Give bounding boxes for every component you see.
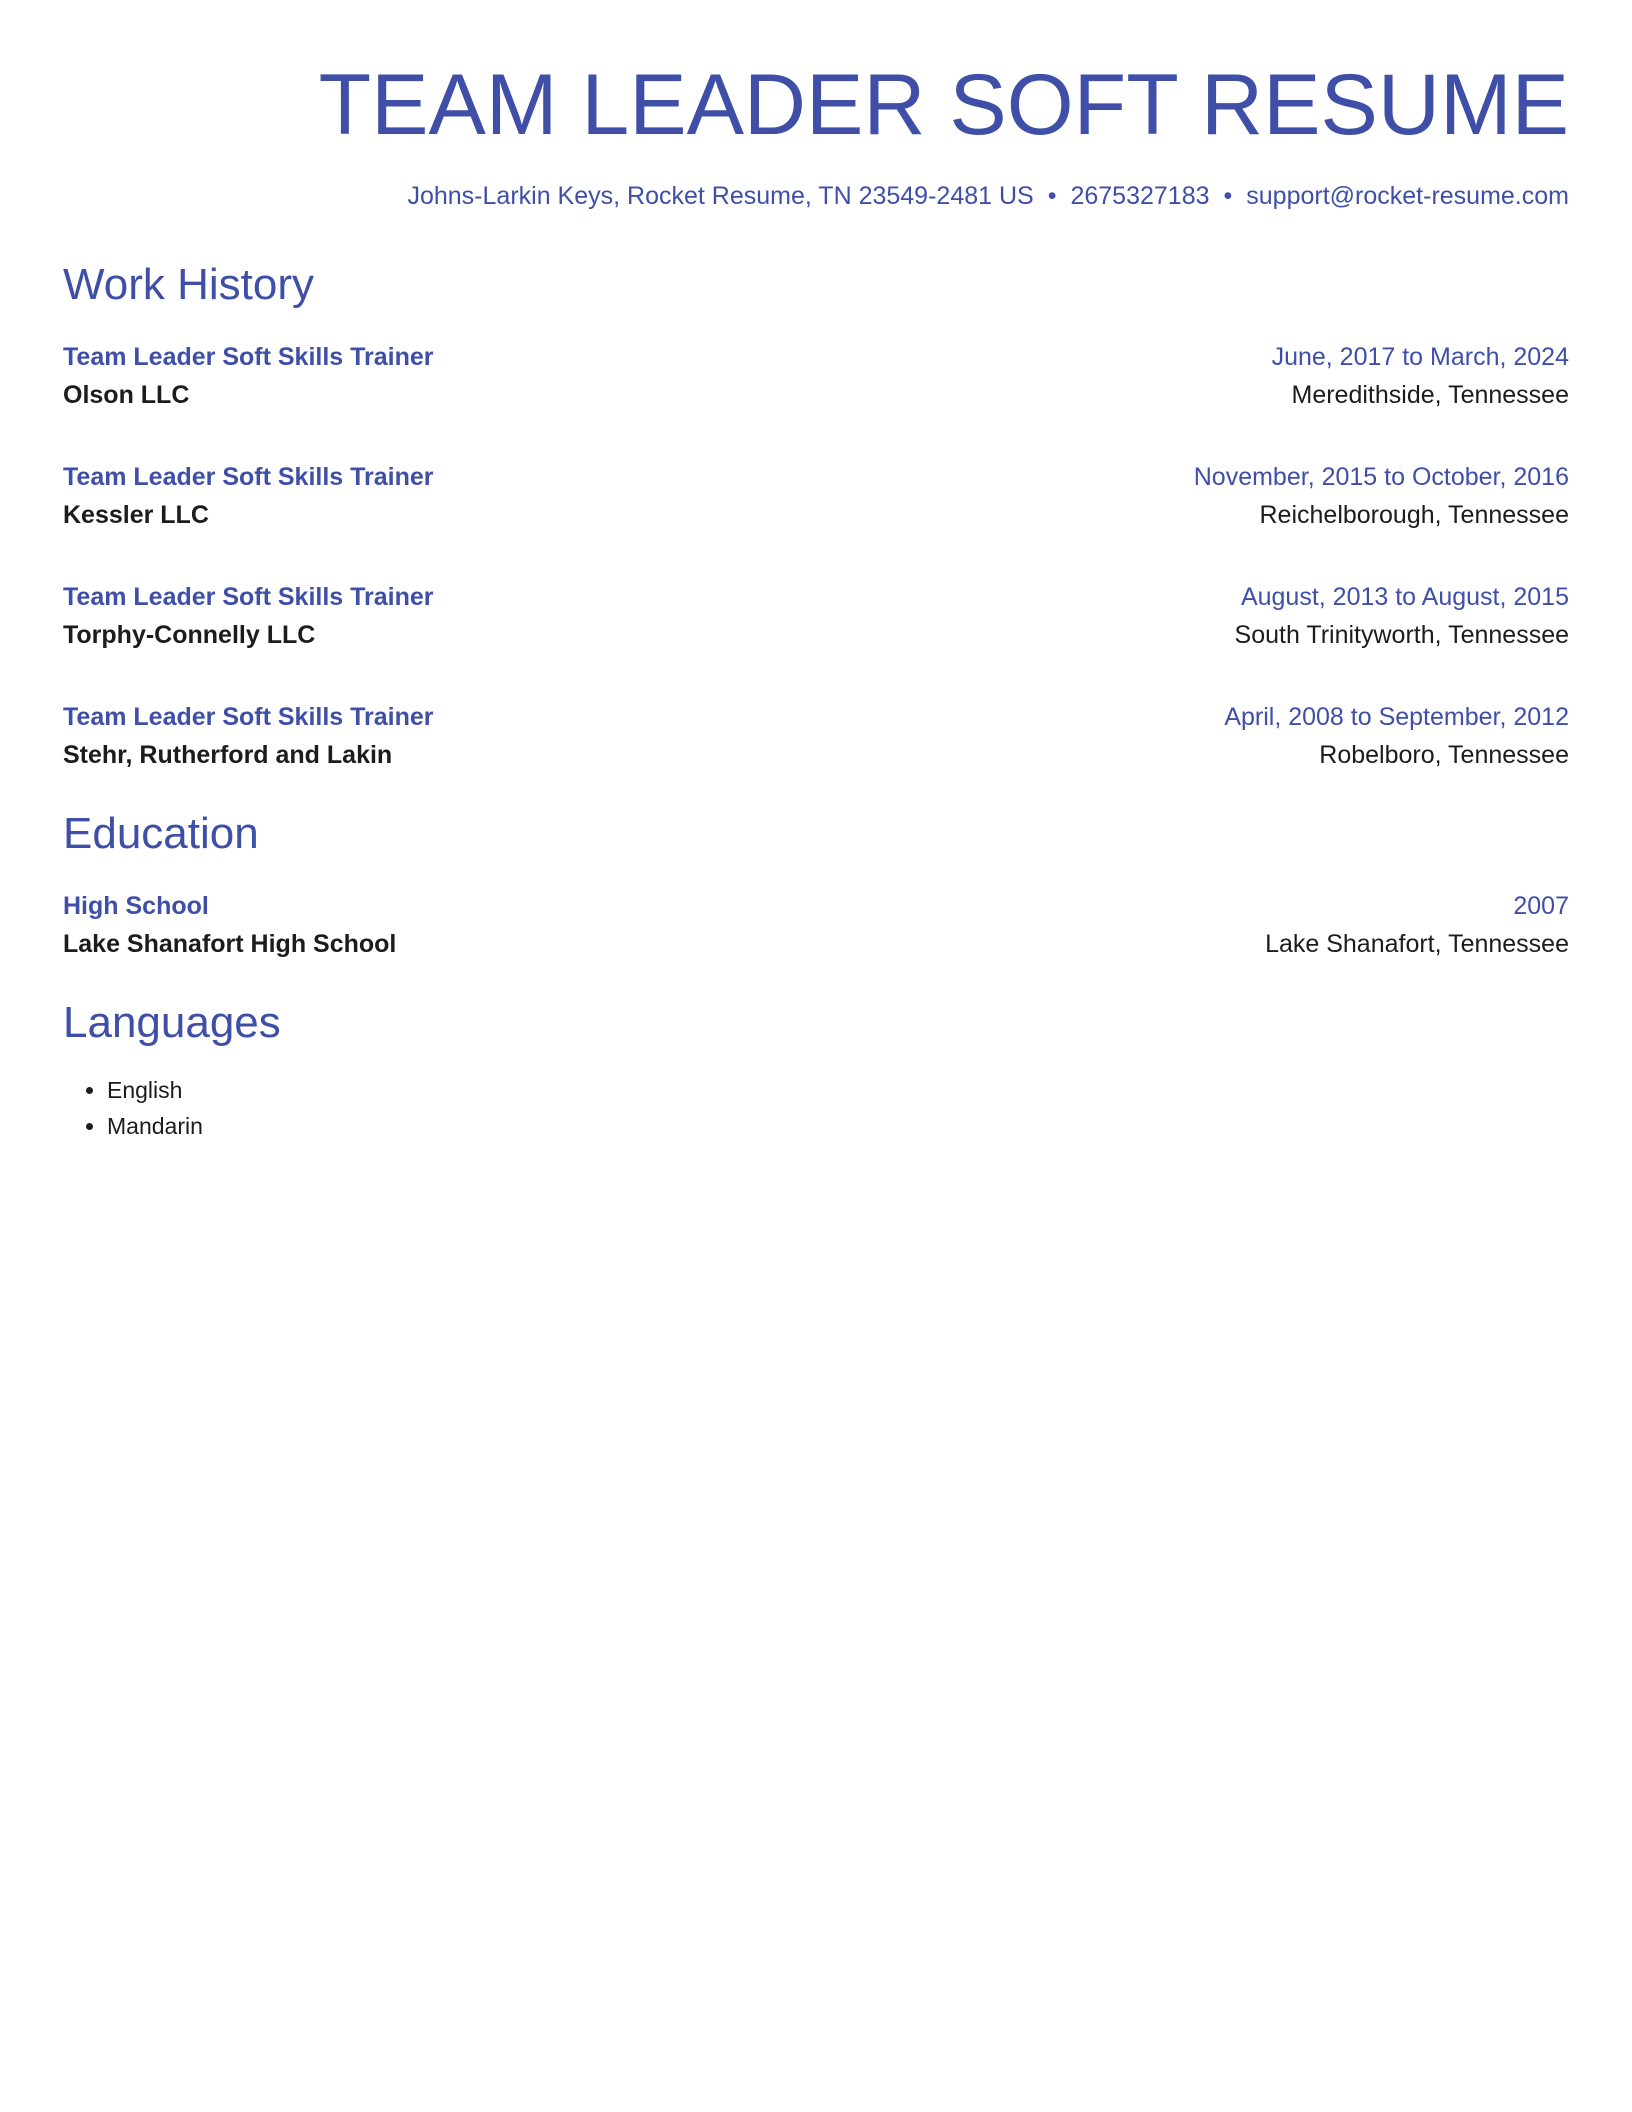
work-entry (63, 578, 1569, 654)
company-name: Olson LLC (63, 380, 190, 409)
company-name: Stehr, Rutherford and Lakin (63, 740, 393, 769)
education-entry-subheader (63, 925, 1569, 963)
company-name: Torphy-Connelly LLC (63, 620, 316, 649)
contact-separator: • (1047, 182, 1057, 211)
work-history-section (63, 259, 1569, 774)
work-entry (63, 698, 1569, 774)
graduation-year: 2007 (1513, 891, 1569, 920)
language-item: • English (107, 1072, 1569, 1108)
school-location: Lake Shanafort, Tennessee (1265, 929, 1569, 958)
work-entry-header (63, 338, 1569, 376)
contact-line (63, 181, 1569, 211)
work-entry-header (63, 458, 1569, 496)
work-entry-header (63, 698, 1569, 736)
work-entry (63, 338, 1569, 414)
job-title: Team Leader Soft Skills Trainer (63, 342, 434, 371)
job-dates: August, 2013 to August, 2015 (1240, 582, 1569, 611)
job-dates: April, 2008 to September, 2012 (1224, 702, 1569, 731)
resume-name: TEAM LEADER SOFT RESUME (318, 57, 1569, 153)
work-entry-subheader (63, 376, 1569, 414)
work-entry-subheader (63, 736, 1569, 774)
degree-name: High School (63, 891, 209, 920)
section-title-languages: Languages (63, 997, 281, 1047)
work-entry-subheader (63, 616, 1569, 654)
school-name: Lake Shanafort High School (63, 929, 397, 958)
languages-list (63, 1072, 1569, 1144)
work-entry-header (63, 578, 1569, 616)
job-location: Reichelborough, Tennessee (1259, 500, 1569, 529)
education-entry (63, 887, 1569, 963)
company-name: Kessler LLC (63, 500, 209, 529)
contact-address: Johns-Larkin Keys, Rocket Resume, TN 23549-2481 US (407, 182, 1034, 211)
work-entry (63, 458, 1569, 534)
contact-separator: • (1223, 182, 1233, 211)
job-dates: June, 2017 to March, 2024 (1271, 342, 1569, 371)
job-location: South Trinityworth, Tennessee (1234, 620, 1569, 649)
job-title: Team Leader Soft Skills Trainer (63, 702, 434, 731)
languages-section (63, 997, 1569, 1144)
job-location: Robelboro, Tennessee (1319, 740, 1569, 769)
education-section (63, 808, 1569, 963)
job-title: Team Leader Soft Skills Trainer (63, 462, 434, 491)
job-title: Team Leader Soft Skills Trainer (63, 582, 434, 611)
job-location: Meredithside, Tennessee (1291, 380, 1569, 409)
section-title-work-history: Work History (63, 260, 314, 310)
contact-email: support@rocket-resume.com (1246, 182, 1569, 211)
job-dates: November, 2015 to October, 2016 (1193, 462, 1569, 491)
language-item: • Mandarin (107, 1108, 1569, 1144)
work-entry-subheader (63, 496, 1569, 534)
contact-phone: 2675327183 (1070, 182, 1210, 211)
education-entry-header (63, 887, 1569, 925)
section-title-education: Education (63, 808, 259, 858)
